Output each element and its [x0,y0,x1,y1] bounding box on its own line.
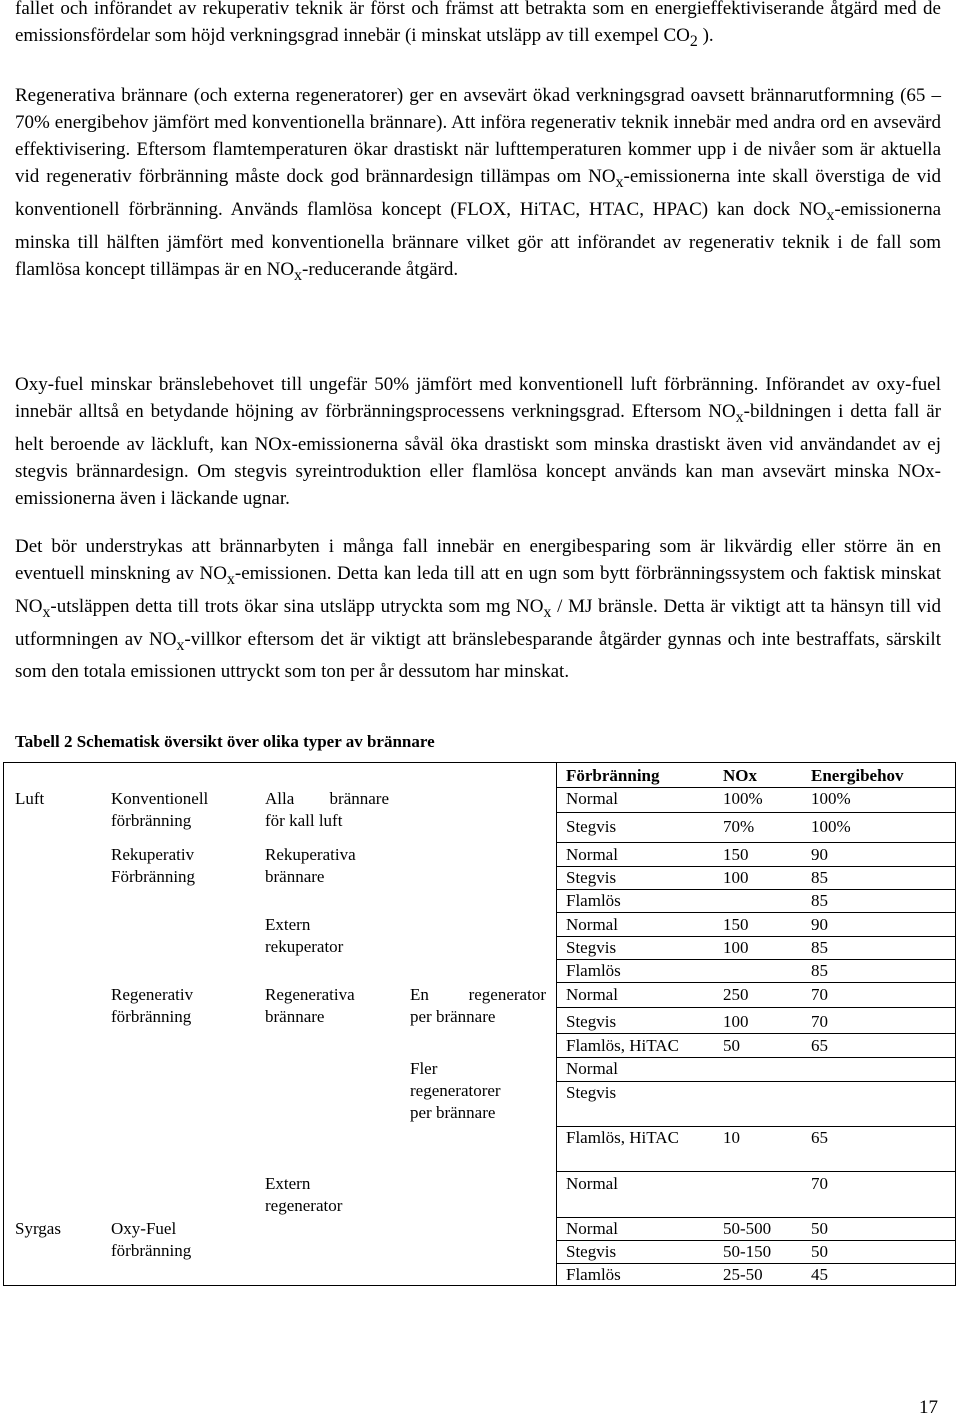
header-energy: Energibehov [811,766,904,785]
row-nox: 100 [723,868,749,887]
row-energy: 90 [811,845,828,864]
row-nox: 100% [723,789,763,808]
row-combustion: Normal [566,1219,618,1238]
row-energy: 70 [811,1012,828,1031]
row-energy: 65 [811,1128,828,1147]
row-combustion: Normal [566,985,618,1004]
row-nox: 250 [723,985,749,1004]
type-oxy-fuel: Oxy-Fuel förbränning [111,1219,192,1260]
row-energy: 85 [811,868,828,887]
row-nox: 70% [723,817,755,836]
row-combustion: Stegvis [566,938,617,957]
row-combustion: Flamlös [566,961,621,980]
burner-extern-rekuperator: Extern rekuperator [265,915,344,956]
row-combustion: Stegvis [566,1083,617,1102]
type-rekuperativ: Rekuperativ Förbränning [111,845,196,886]
burner-regenerativa: Regenerativa brännare [265,985,355,1026]
paragraph-3: Oxy-fuel minskar bränslebehovet till ungefär 50% jämfört med konventionell luft förbränning. Införandet av oxy-fuel innebär alltså en betydande höjning av förbränningsprocessens verkningsgrad. Eftersom $NO_x$-bildningen i detta fall är helt beroende av läckluft, kan NOx-emissionerna såväl öka drastiskt som minska drastiskt även vid användandet av ej stegvis brännardesign. Om stegvis syreintroduktion eller flamlösa koncept används kan man avsevärt minska NOx-emissionerna även i läckande ugnar. [15,374,941,509]
row-energy: 90 [811,915,828,934]
header-combustion: Förbränning [566,766,660,785]
header-nox: NOx [723,766,757,785]
row-nox: 10 [723,1128,740,1147]
row-nox: 25-50 [723,1265,763,1284]
row-combustion: Stegvis [566,1012,617,1031]
row-nox: 150 [723,915,749,934]
regenerator-fler: Fler regeneratorer per brännare [410,1059,501,1122]
row-combustion: Flamlös [566,1265,621,1284]
medium-luft: Luft [15,789,45,808]
row-nox: 100 [723,938,749,957]
row-combustion: Normal [566,845,618,864]
row-energy: 65 [811,1036,828,1055]
row-combustion: Stegvis [566,868,617,887]
row-combustion: Stegvis [566,1242,617,1261]
row-combustion: Normal [566,1059,618,1078]
row-combustion: Flamlös [566,891,621,910]
row-energy: 50 [811,1242,828,1261]
row-nox: 50 [723,1036,740,1055]
row-combustion: Normal [566,1174,618,1193]
burner-rekuperativa: Rekuperativa brännare [265,845,356,886]
row-energy: 70 [811,985,828,1004]
row-nox: 100 [723,1012,749,1031]
paragraph-4: Det bör understrykas att brännarbyten i många fall innebär en energibesparing som är likvärdig eller större än en eventuell minskning av $NO_x$-emissionen. Detta kan leda till att en ugn som bytt förbränningssystem och faktisk minskat $NO_x$-utsläppen detta till trots ökar sina utsläpp utryckta som mg $NO_x$ / MJ bränsle. Detta är viktigt att ta hänsyn till vid utformningen av $NO_x$-villkor eftersom det är viktigt att bränslebesparande åtgärder gynnas och inte bestraffats, särskilt som den totala emissionen uttryckt som ton per år dessutom har minskat. [15,536,941,683]
regenerator-en: En regenerator per brännare [410,985,546,1026]
medium-syrgas: Syrgas [15,1219,61,1238]
row-combustion: Flamlös, HiTAC [566,1128,679,1147]
paragraph-2: Regenerativa brännare (och externa regeneratorer) ger en avsevärt ökad verkningsgrad oavsett brännarutformning (65 – 70% energibehov jämfört med konventionella brännare). Att införa regenerativ teknik innebär med andra ord en avsevärd effektivisering. Eftersom flamtemperaturen ökar drastiskt när lufttemperaturen kommer upp i de nivåer som är aktuella vid regenerativ förbränning måste dock god brännardesign tillämpas om $NO_x$-emissionerna inte skall överstiga de vid konventionell förbränning. Används flamlösa koncept (FLOX, HiTAC, HTAC, HPAC) kan dock $NO_x$-emissionerna minska till hälften jämfört med konventionella brännare vilket gör att införandet av regenerativ teknik i de fall som flamlösa koncept tillämpas är en $NO_x$-reducerande åtgärd. [15,85,942,284]
burner-alla: Alla brännare för kall luft [265,789,389,830]
row-combustion: Stegvis [566,817,617,836]
paragraph-1: fallet och införandet av rekuperativ teknik är först och främst att betrakta som en energieffektiviserande åtgärd med de emissionsfördelar som höjd verkningsgrad innebär (i minskat utsläpp av till exempel $CO_2$ ). [15,0,941,50]
row-energy: 100% [811,817,851,836]
type-regenerativ: Regenerativ förbränning [111,985,194,1026]
row-nox: 150 [723,845,749,864]
row-energy: 45 [811,1265,828,1284]
row-energy: 85 [811,891,828,910]
row-nox: 50-150 [723,1242,772,1261]
row-combustion: Normal [566,915,618,934]
row-energy: 50 [811,1219,828,1238]
type-konventionell: Konventionell förbränning [111,789,209,830]
row-energy: 70 [811,1174,828,1193]
burner-extern-regenerator: Extern regenerator [265,1174,343,1215]
table-caption: Tabell 2 Schematisk översikt över olika typer av brännare [15,732,435,751]
row-combustion: Flamlös, HiTAC [566,1036,679,1055]
row-energy: 100% [811,789,851,808]
row-combustion: Normal [566,789,618,808]
row-energy: 85 [811,961,828,980]
row-energy: 85 [811,938,828,957]
page-number: 17 [919,1397,938,1418]
row-nox: 50-500 [723,1219,772,1238]
